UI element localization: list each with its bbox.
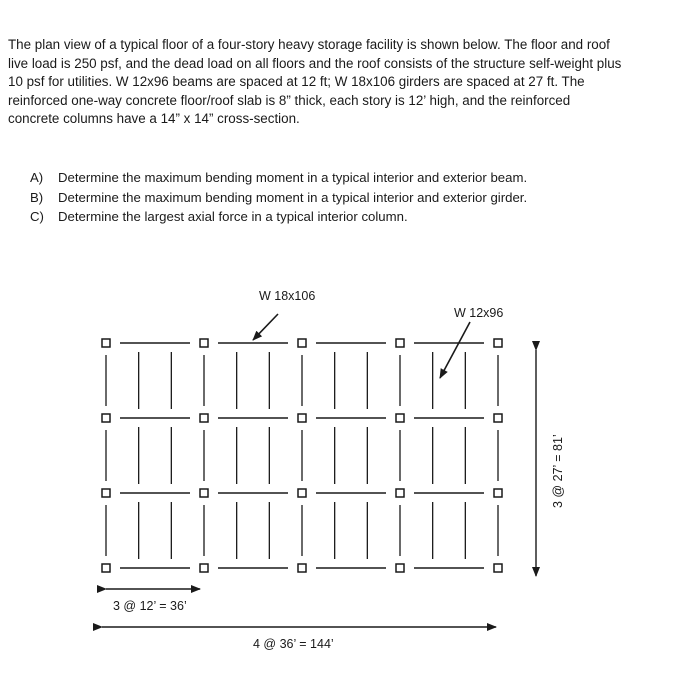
column-square (298, 564, 306, 572)
vertical-dimension-label: 3 @ 27’ = 81’ (551, 434, 565, 508)
column-square (102, 564, 110, 572)
column-square (396, 564, 404, 572)
column-square (494, 564, 502, 572)
girder-leader-arrow (253, 314, 278, 340)
column-square (494, 414, 502, 422)
beam-group (106, 352, 498, 559)
column-square (200, 564, 208, 572)
column-square (298, 414, 306, 422)
column-square (102, 489, 110, 497)
column-square (298, 339, 306, 347)
overall-dimension-label: 4 @ 36’ = 144’ (253, 637, 334, 651)
question-key: C) (30, 209, 44, 224)
column-square (396, 414, 404, 422)
column-square (102, 339, 110, 347)
column-square (102, 414, 110, 422)
question-text: Determine the maximum bending moment in a typical interior and exterior beam. (58, 170, 528, 185)
question-text: Determine the largest axial force in a typical interior column. (58, 209, 408, 224)
column-square (298, 489, 306, 497)
column-square (200, 489, 208, 497)
column-square (396, 489, 404, 497)
column-square (494, 489, 502, 497)
question-text: Determine the maximum bending moment in a typical interior and exterior girder. (58, 189, 528, 205)
problem-line-5: concrete columns have a 14” x 14” cross-section. (8, 111, 300, 126)
girder-label: W 18x106 (259, 289, 316, 303)
column-square (494, 339, 502, 347)
column-square (396, 339, 404, 347)
problem-line-2: live load is 250 psf, and the dead load on all floors and the roof consists of the structure self-weight plus (8, 55, 622, 71)
problem-line-1: The plan view of a typical floor of a four-story heavy storage facility is shown below. The floor and roof (8, 37, 610, 52)
column-square (200, 414, 208, 422)
column-square (200, 339, 208, 347)
question-key: A) (30, 170, 44, 185)
beam-label: W 12x96 (454, 306, 504, 320)
beam-spacing-label: 3 @ 12’ = 36’ (113, 599, 187, 613)
problem-line-4: reinforced one-way concrete floor/roof slab is 8” thick, each story is 12’ high, and the reinforced (8, 92, 571, 108)
question-key: B) (30, 189, 44, 205)
problem-line-3: 10 psf for utilities. W 12x96 beams are spaced at 12 ft; W 18x106 girders are spaced at 27 ft. The (8, 74, 585, 89)
